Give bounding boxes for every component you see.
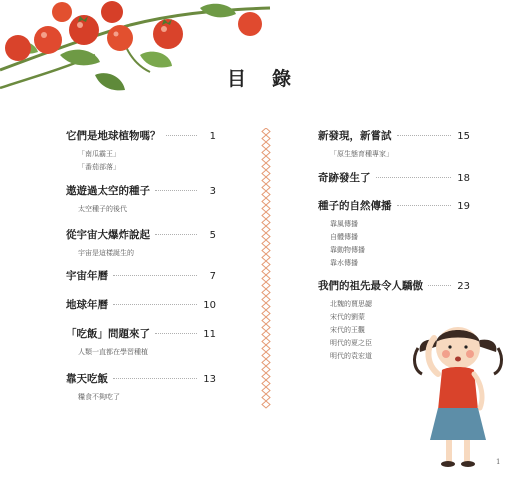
- toc-entry[interactable]: [318, 198, 470, 278]
- title-char-1: 目: [226, 68, 248, 90]
- divider-diamond: [262, 275, 270, 282]
- toc-entry[interactable]: [318, 128, 470, 170]
- divider-diamond: [262, 380, 270, 387]
- leader-dots: [155, 190, 197, 191]
- divider-diamond: [262, 219, 270, 226]
- leader-dots: [376, 177, 452, 178]
- toc-entry[interactable]: [66, 268, 216, 297]
- toc-page-number: 5: [209, 230, 216, 241]
- leader-dots: [428, 285, 451, 286]
- toc-page-number: 7: [209, 271, 216, 282]
- toc-entry-title[interactable]: 新發現，新嘗試: [318, 130, 392, 142]
- toc-subentry: 靠動物傳播: [330, 246, 365, 254]
- toc-entry[interactable]: [66, 227, 216, 268]
- divider-diamond: [262, 338, 270, 345]
- divider-diamond: [262, 142, 270, 149]
- toc-subentry: 「南瓜霸王」: [78, 150, 120, 158]
- toc-entry-title[interactable]: 「吃飯」問題來了: [66, 328, 150, 340]
- toc-subentry: 糧食不夠吃了: [78, 393, 120, 401]
- divider-diamond: [262, 233, 270, 240]
- divider-diamond: [262, 331, 270, 338]
- page-number-folio: 1: [496, 458, 501, 466]
- divider-diamond: [262, 240, 270, 247]
- toc-page-number: 23: [457, 281, 470, 292]
- divider-diamond: [262, 261, 270, 268]
- divider-diamond: [262, 247, 270, 254]
- divider-diamond: [262, 373, 270, 380]
- leader-dots: [113, 378, 197, 379]
- toc-entry-title[interactable]: 從宇宙大爆炸說起: [66, 229, 150, 241]
- divider-diamond: [262, 303, 270, 310]
- divider-diamond: [262, 317, 270, 324]
- toc-subentry: 宇宙是這樣誕生的: [78, 249, 134, 257]
- divider-diamond: [262, 310, 270, 317]
- divider-diamond: [262, 163, 270, 170]
- divider-diamond: [262, 401, 270, 408]
- toc-entry-title[interactable]: 地球年曆: [66, 299, 108, 311]
- toc-subentry: 太空種子的後代: [78, 205, 127, 213]
- toc-entry[interactable]: [66, 371, 216, 401]
- toc-entry-title[interactable]: 奇跡發生了: [318, 172, 371, 184]
- toc-entry-title[interactable]: 遨遊過太空的種子: [66, 185, 150, 197]
- divider-diamond: [262, 198, 270, 205]
- toc-entry-title[interactable]: 它們是地球植物嗎？: [66, 130, 161, 142]
- divider-diamond: [262, 149, 270, 156]
- leader-dots: [113, 275, 197, 276]
- title-char-2: 錄: [272, 68, 294, 90]
- toc-entry[interactable]: [66, 183, 216, 227]
- toc-page-number: 3: [209, 186, 216, 197]
- toc-subentry: 宋代的王觀: [330, 326, 365, 334]
- toc-subentry: 明代的袁宏道: [330, 352, 372, 360]
- toc-page-number: 13: [203, 374, 216, 385]
- divider-diamond: [262, 177, 270, 184]
- divider-diamond: [262, 352, 270, 359]
- toc-entry-title[interactable]: 我們的祖先最令人驕傲: [318, 280, 423, 292]
- toc-subentry: 「原生態育種專家」: [330, 150, 393, 158]
- toc-subentry: 自體傳播: [330, 233, 358, 241]
- leader-dots: [113, 304, 197, 305]
- divider-diamond: [262, 128, 270, 135]
- toc-page-number: 19: [457, 201, 470, 212]
- toc-subentry: 明代的夏之臣: [330, 339, 372, 347]
- toc-page-number: 18: [457, 173, 470, 184]
- toc-entry-title[interactable]: 靠天吃飯: [66, 373, 108, 385]
- toc-entry[interactable]: [66, 326, 216, 371]
- divider-diamond: [262, 289, 270, 296]
- page-title: [0, 64, 520, 91]
- leader-dots: [397, 205, 452, 206]
- divider-diamond: [262, 282, 270, 289]
- toc-entry-title[interactable]: 種子的自然傳播: [318, 200, 392, 212]
- toc-entry[interactable]: [66, 128, 216, 183]
- toc-subentry: 人類一直都在學習種植: [78, 348, 148, 356]
- leader-dots: [166, 135, 198, 136]
- toc-page-number: 10: [203, 300, 216, 311]
- toc-page-number: 11: [203, 329, 216, 340]
- toc-subentry: 靠風傳播: [330, 220, 358, 228]
- divider-diamond: [262, 205, 270, 212]
- divider-diamond: [262, 359, 270, 366]
- divider-diamond: [262, 324, 270, 331]
- toc-page-number: 1: [209, 131, 216, 142]
- divider-diamond: [262, 394, 270, 401]
- divider-diamond: [262, 191, 270, 198]
- leader-dots: [155, 234, 197, 235]
- toc-left-column: [66, 128, 216, 401]
- divider-diamond: [262, 387, 270, 394]
- leader-dots: [397, 135, 452, 136]
- toc-entry-title[interactable]: 宇宙年曆: [66, 270, 108, 282]
- leader-dots: [155, 333, 197, 334]
- divider-diamond: [262, 366, 270, 373]
- divider-diamond: [262, 296, 270, 303]
- divider-diamond: [262, 212, 270, 219]
- divider-diamond: [262, 184, 270, 191]
- divider-diamond: [262, 135, 270, 142]
- divider-diamond: [262, 268, 270, 275]
- toc-page-number: 15: [457, 131, 470, 142]
- divider-diamond: [262, 226, 270, 233]
- toc-entry[interactable]: [318, 170, 470, 198]
- column-divider: [259, 128, 273, 410]
- toc-subentry: 「番茄部落」: [78, 163, 120, 171]
- toc-subentry: 宋代的劉蒙: [330, 313, 365, 321]
- divider-diamond: [262, 170, 270, 177]
- toc-subentry: 北魏的賈思勰: [330, 300, 372, 308]
- divider-diamond: [262, 345, 270, 352]
- girl-illustration: [408, 318, 508, 468]
- divider-diamond: [262, 156, 270, 163]
- divider-diamond: [262, 254, 270, 261]
- toc-subentry: 靠水傳播: [330, 259, 358, 267]
- toc-entry[interactable]: [66, 297, 216, 326]
